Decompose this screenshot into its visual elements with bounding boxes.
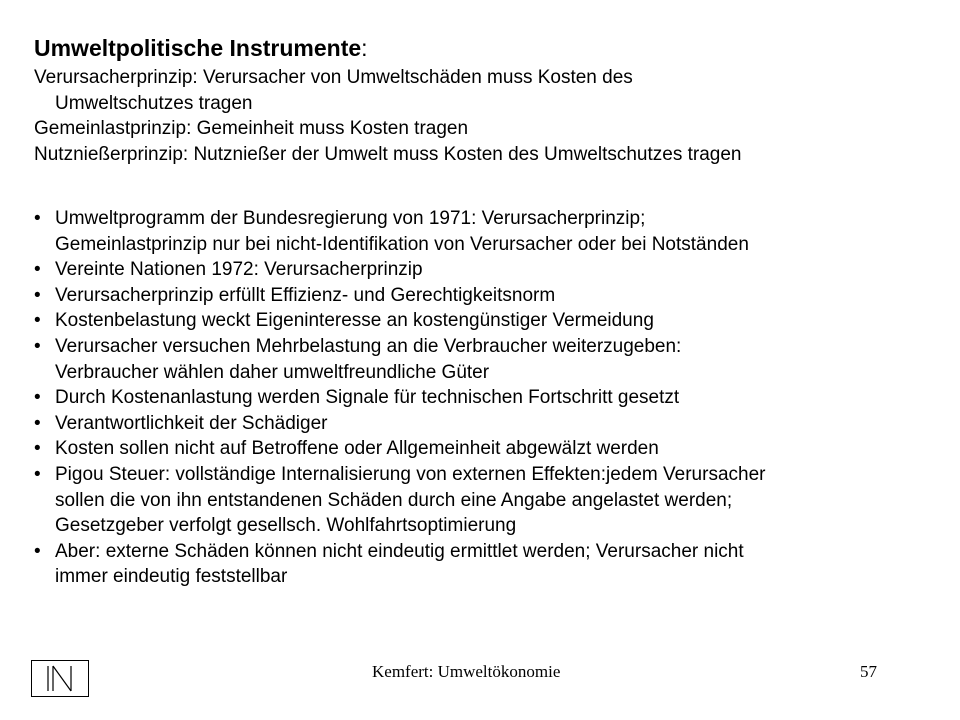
bullet-text: Verursacherprinzip erfüllt Effizienz- und Gerechtigkeitsnorm	[55, 284, 556, 306]
back-to-start-button[interactable]	[31, 660, 89, 697]
bullet-text: Verbraucher wählen daher umweltfreundliche Güter	[55, 361, 490, 383]
bullet-text: sollen die von ihn entstandenen Schäden durch eine Angabe angelastet werden;	[55, 489, 733, 511]
bullet-item	[34, 257, 949, 283]
bullet-icon: •	[34, 335, 41, 357]
bullet-icon: •	[34, 259, 41, 281]
page-number: 57	[860, 662, 877, 681]
bullet-text: Verursacher versuchen Mehrbelastung an die Verbraucher weiterzugeben:	[55, 335, 682, 357]
bullet-icon: •	[34, 208, 41, 229]
bullet-text: Umweltprogramm der Bundesregierung von 1971: Verursacherprinzip;	[55, 208, 646, 229]
bullet-text: Verantwortlichkeit der Schädiger	[55, 412, 328, 434]
bullet-text: Durch Kostenanlastung werden Signale für technischen Fortschritt gesetzt	[55, 387, 680, 409]
definitions	[34, 65, 949, 167]
slide-title	[34, 34, 368, 62]
footer-text: Kemfert: Umweltökonomie	[372, 662, 561, 681]
bullet-text: Kosten sollen nicht auf Betroffene oder Allgemeinheit abgewälzt werden	[55, 438, 659, 460]
bullet-text: Pigou Steuer: vollständige Internalisierung von externen Effekten:jedem Verursacher	[55, 463, 766, 485]
bullet-icon: •	[34, 284, 41, 306]
bullet-item	[34, 334, 949, 385]
bullet-item	[34, 385, 949, 411]
definition-line: Verursacherprinzip: Verursacher von Umweltschäden muss Kosten des	[34, 67, 633, 88]
bullet-icon: •	[34, 412, 41, 434]
definition-line: Nutznießerprinzip: Nutznießer der Umwelt muss Kosten des Umweltschutzes tragen	[34, 143, 742, 165]
bullet-text: immer eindeutig feststellbar	[55, 566, 288, 588]
bullet-item	[34, 283, 949, 309]
back-to-start-icon	[32, 661, 88, 696]
bullet-list	[34, 206, 949, 590]
bullet-item	[34, 411, 949, 437]
bullet-item	[34, 206, 949, 257]
slide-title-colon: :	[361, 35, 368, 61]
bullet-text: Gesetzgeber verfolgt gesellsch. Wohlfahrtsoptimierung	[55, 515, 517, 537]
definition-line: Gemeinlastprinzip: Gemeinheit muss Kosten tragen	[34, 118, 469, 140]
bullet-icon: •	[34, 540, 41, 562]
slide-title-text: Umweltpolitische Instrumente	[34, 35, 362, 61]
bullet-text: Kostenbelastung weckt Eigeninteresse an kostengünstiger Vermeidung	[55, 310, 654, 332]
bullet-item	[34, 539, 949, 590]
definition-line: Umweltschutzes tragen	[55, 92, 253, 114]
bullet-icon: •	[34, 463, 41, 485]
bullet-item	[34, 308, 949, 334]
bullet-text: Aber: externe Schäden können nicht eindeutig ermittlet werden; Verursacher nicht	[55, 540, 744, 562]
bullet-item	[34, 436, 949, 462]
bullet-icon: •	[34, 438, 41, 460]
bullet-icon: •	[34, 310, 41, 332]
bullet-text: Vereinte Nationen 1972: Verursacherprinzip	[55, 259, 423, 281]
bullet-text: Gemeinlastprinzip nur bei nicht-Identifikation von Verursacher oder bei Notständen	[55, 233, 749, 255]
bullet-item	[34, 462, 949, 539]
bullet-icon: •	[34, 387, 41, 409]
